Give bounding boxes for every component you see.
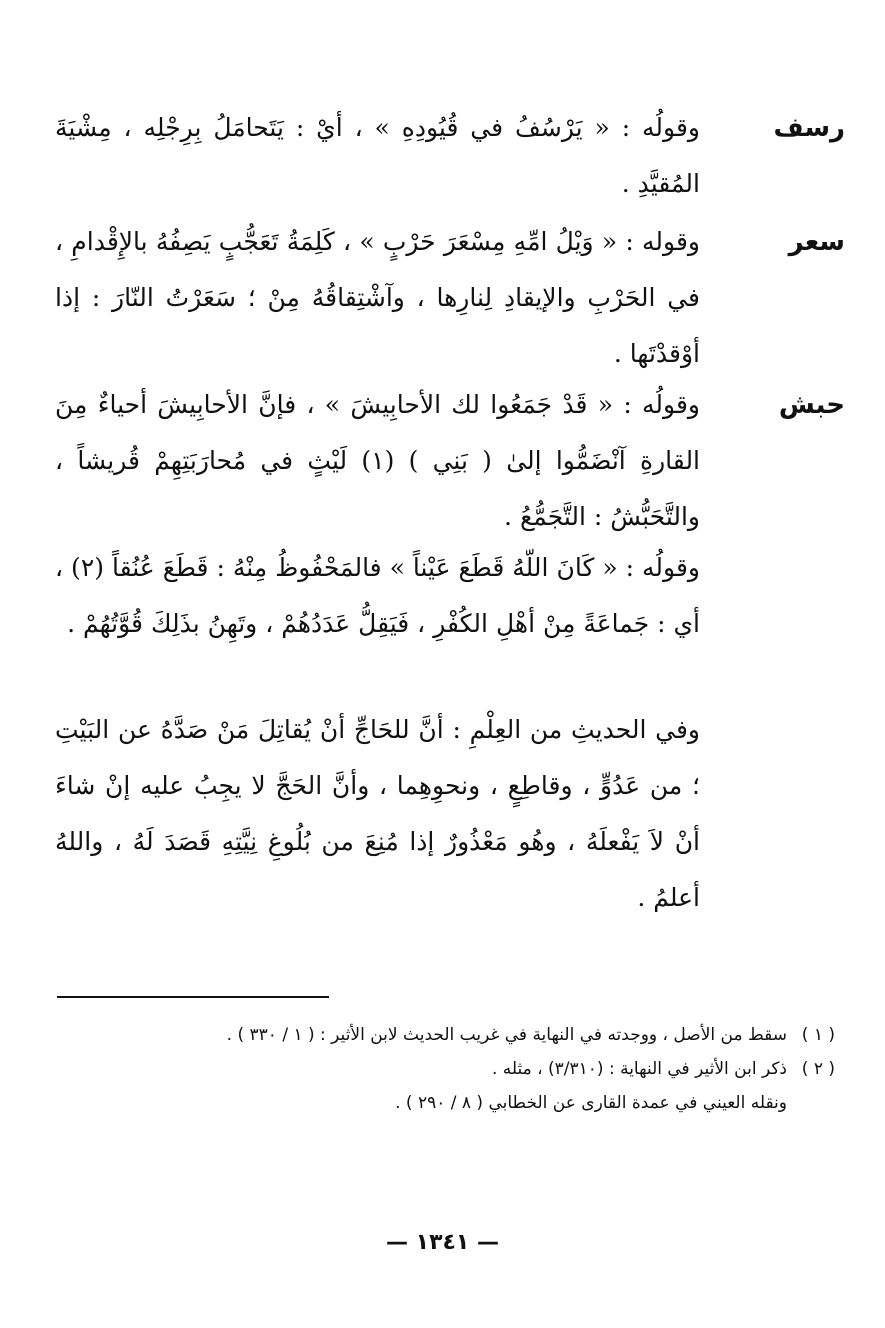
keyword: رسف — [773, 113, 845, 143]
entry-text: وقولُه : « قَدْ جَمَعُوا لك الأحابِيشَ » ، فإنَّ الأحابِيشَ أحياءٌ مِنَ القارةِ آنْضَمُّوا إلىٰ ( بَنِي ) (١) لَيْثٍ في مُحارَبَتِهِمْ قُريشاً ، والتَّحَبُّشُ : التَّجَمُّعُ . — [55, 390, 701, 531]
footnotes — [50, 1018, 835, 1120]
footnote-marker: ( ٢ ) — [801, 1059, 835, 1079]
footnote-text: سقط من الأصل ، ووجدته في النهاية في غريب الحديث لابن الأثير : ( ١ / ٣٣٠ ) . — [226, 1025, 787, 1045]
keyword: سعر — [788, 227, 845, 257]
entry-text: وفي الحديثِ من العِلْمِ : أنَّ للحَاجِّ أنْ يُقاتِلَ مَنْ صَدَّهُ عن البَيْتِ ؛ من عَدُوٍّ ، وقاطِعٍ ، ونحوِهِما ، وأنَّ الحَجَّ لا يجِبُ عليه إنْ شاءَ أنْ لاَ يَفْعلَهُ ، وهُو مَعْذُورٌ إذا مُنِعَ من بُلُوغِ نِيَّتِهِ قَصَدَ لَهُ ، واللهُ أعلمُ . — [55, 715, 700, 912]
footnote-divider — [57, 996, 329, 998]
page-number: — ١٣٤١ — — [385, 1230, 500, 1255]
footnote-text: ونقله العيني في عمدة القارى عن الخطابي ( ٨ / ٢٩٠ ) . — [395, 1093, 787, 1113]
entry-text: وقولُه : « كَانَ اللّهُ قَطَعَ عَيْناً » فالمَحْفُوظُ مِنْهُ : قَطَعَ عُنُقاً (٢) ، أي : جَماعَةً مِنْ أهْلِ الكُفْرِ ، فَيَقِلُّ عَدَدُهُمْ ، وتَهِنُ بذَلِكَ قُوَّتُهُمْ . — [55, 553, 700, 638]
entry-text: وقولُه : « يَرْسُفُ في قُيُودِهِ » ، أيْ : يَتَحامَلُ بِرِجْلِه ، مِشْيَةَ المُقيَّدِ . — [55, 113, 700, 198]
footnote-marker: ( ١ ) — [801, 1025, 835, 1045]
footnote-text: ذكر ابن الأثير في النهاية : (٣/٣١٠) ، مثله . — [491, 1059, 787, 1079]
keyword: حبش — [778, 390, 845, 420]
footnote-2 — [50, 1052, 835, 1120]
entry-text: وقوله : « وَيْلُ امِّهِ مِسْعَرَ حَرْبٍ » ، كَلِمَةُ تَعَجُّبٍ يَصِفُهُ بالإِقْدامِ ، في الحَرْبِ والإيقادِ لِنارِها ، وآشْتِقاقُهُ مِنْ ؛ سَعَرْتُ النّارَ : إذا أوْقدْتَها . — [55, 227, 700, 368]
footnote-1 — [50, 1018, 835, 1052]
